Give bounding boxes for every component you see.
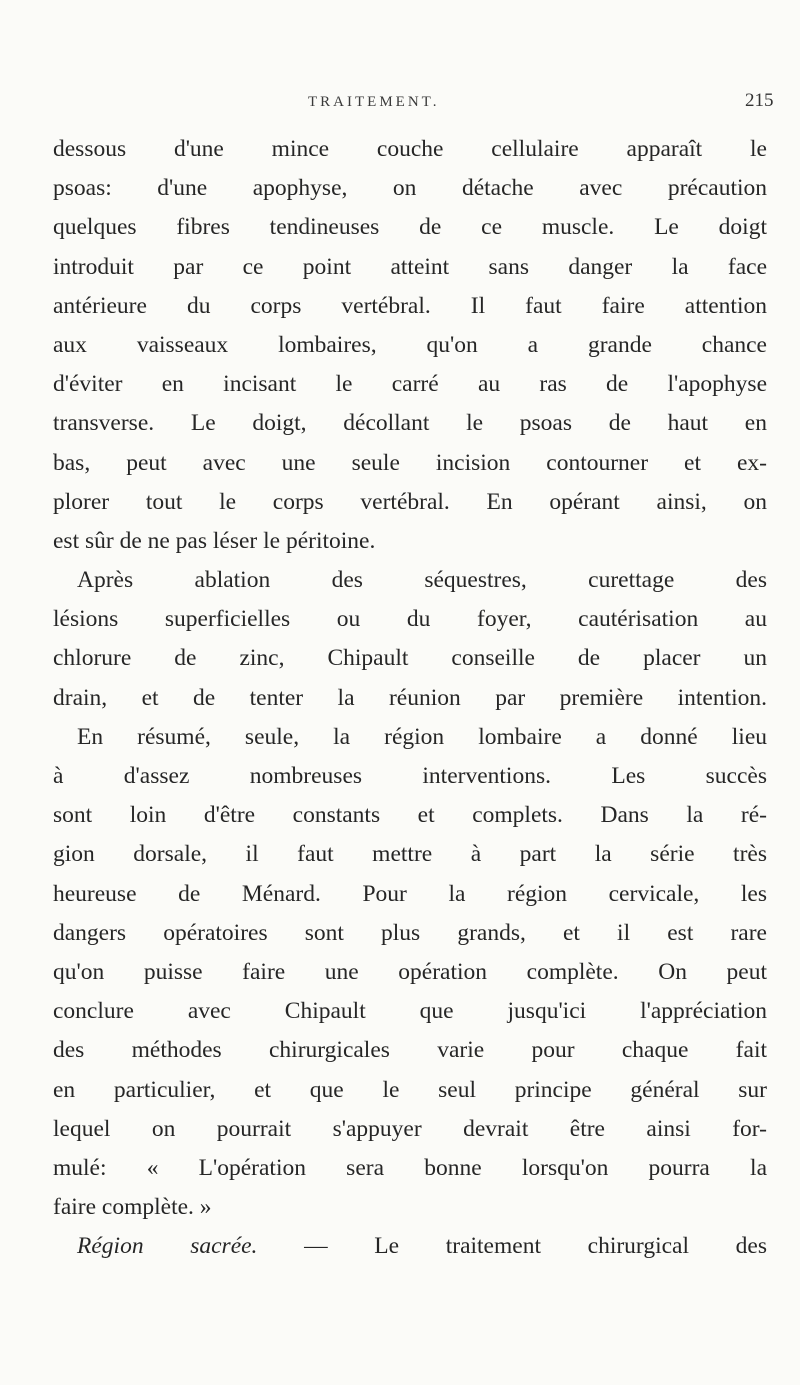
text-line: sont loin d'être constants et complets. Dans la ré-: [53, 802, 767, 829]
text-line: bas, peut avec une seule incision contourner et ex-: [53, 449, 767, 476]
text-line: faire complète. »: [53, 1194, 212, 1221]
text-line: plorer tout le corps vertébral. En opérant ainsi, on: [53, 488, 767, 515]
text-line: dessous d'une mince couche cellulaire apparaît le: [53, 136, 767, 162]
text-line: dangers opératoires sont plus grands, et il est rare: [53, 919, 767, 946]
section-text: — Le traitement chirurgical des: [257, 1233, 767, 1260]
text-line: est sûr de ne pas léser le péritoine.: [53, 527, 376, 554]
text-line: heureuse de Ménard. Pour la région cervicale, les: [53, 880, 767, 907]
text-line: introduit par ce point atteint sans danger la face: [53, 253, 767, 280]
text-line: conclure avec Chipault que jusqu'ici l'appréciation: [53, 998, 767, 1025]
text-line: en particulier, et que le seul principe général sur: [53, 1076, 767, 1103]
text-line: drain, et de tenter la réunion par première intention.: [53, 684, 767, 711]
text-line: En résumé, seule, la région lombaire a donné lieu: [77, 723, 767, 750]
text-line: antérieure du corps vertébral. Il faut faire attention: [53, 292, 767, 319]
text-line: lésions superficielles ou du foyer, cautérisation au: [53, 606, 767, 633]
section-heading: Région sacrée.: [77, 1233, 258, 1260]
body-text: [53, 130, 767, 1266]
text-line: des méthodes chirurgicales varie pour chaque fait: [53, 1037, 767, 1064]
text-line: quelques fibres tendineuses de ce muscle. Le doigt: [53, 214, 767, 241]
text-line: aux vaisseaux lombaires, qu'on a grande chance: [53, 331, 767, 358]
text-line: lequel on pourrait s'appuyer devrait être ainsi for-: [53, 1115, 767, 1142]
text-line: mulé: « L'opération sera bonne lorsqu'on pourra la: [53, 1154, 767, 1181]
text-line: gion dorsale, il faut mettre à part la série très: [53, 841, 767, 868]
text-line: à d'assez nombreuses interventions. Les succès: [53, 763, 767, 789]
text-line: transverse. Le doigt, décollant le psoas de haut en: [53, 410, 767, 437]
text-line: chlorure de zinc, Chipault conseille de placer un: [53, 645, 767, 672]
page-number: 215: [745, 90, 774, 111]
running-title: TRAITEMENT.: [308, 94, 440, 110]
page-header: [0, 90, 800, 120]
text-line: psoas: d'une apophyse, on détache avec précaution: [53, 175, 767, 202]
text-line: Après ablation des séquestres, curettage des: [77, 567, 767, 594]
text-line: d'éviter en incisant le carré au ras de l'apophyse: [53, 371, 767, 398]
section-start-line: [53, 1227, 767, 1266]
text-line: qu'on puisse faire une opération complète. On peut: [53, 958, 767, 985]
